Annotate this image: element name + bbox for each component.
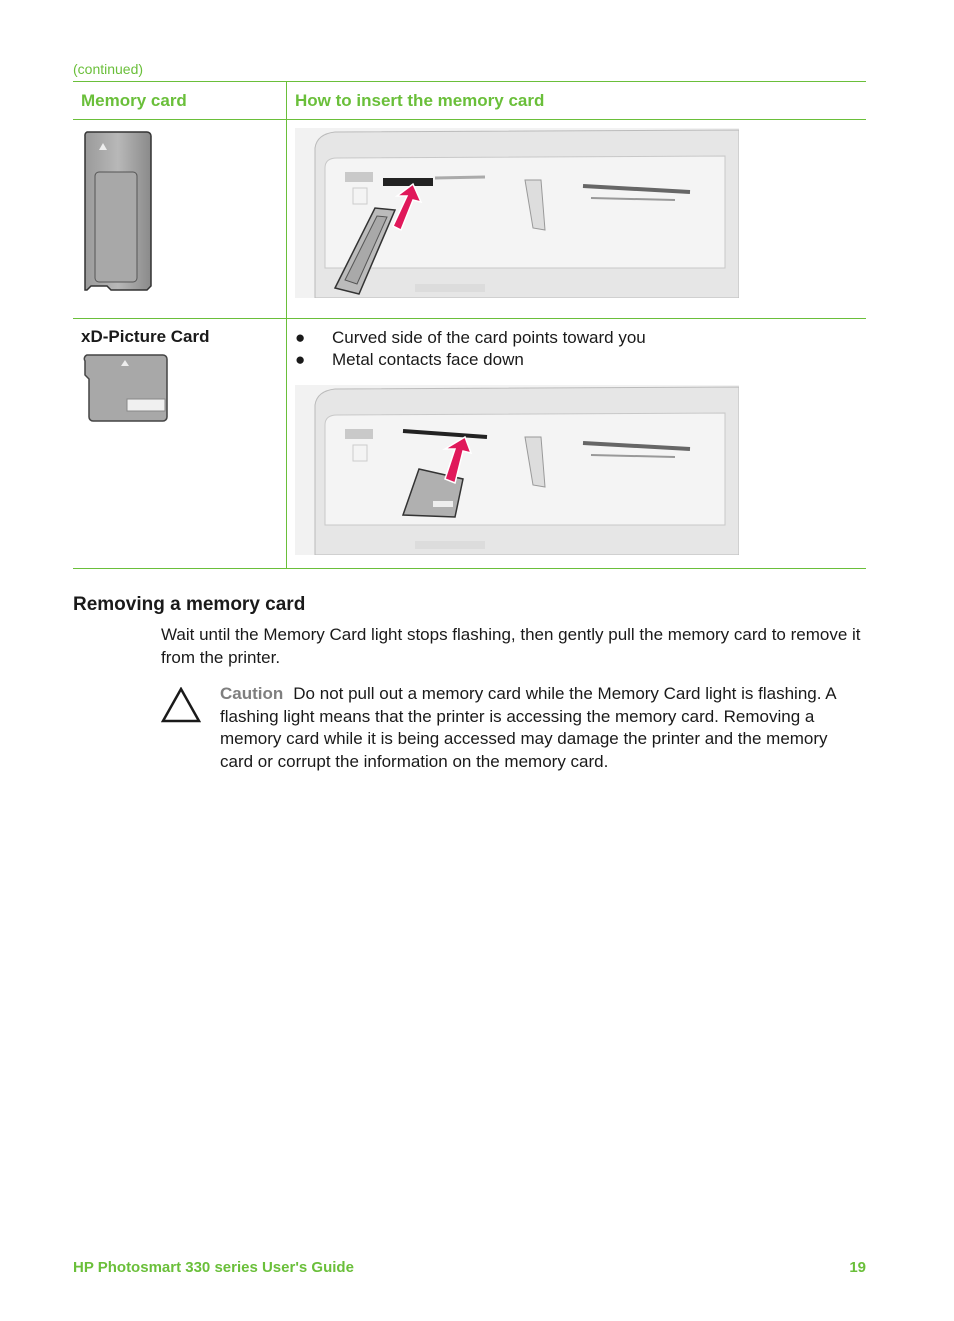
printer-insert-memory-stick-image (295, 128, 739, 298)
list-item: ● Curved side of the card points toward you (295, 328, 646, 347)
memory-stick-image (81, 128, 153, 294)
card-cell (73, 319, 287, 569)
card-cell (73, 120, 287, 319)
caution-triangle-icon (161, 687, 201, 723)
xd-picture-card-image (81, 353, 171, 425)
memory-card-table (73, 81, 866, 569)
continued-label: (continued) (73, 61, 144, 77)
bullet-icon: ● (295, 328, 306, 347)
footer-page-number: 19 (849, 1259, 866, 1276)
card-name-xd: xD-Picture Card (81, 327, 210, 346)
col-header-memory-card: Memory card (73, 82, 287, 120)
instruction-list (295, 327, 858, 371)
list-item: ● Metal contacts face down (295, 350, 524, 369)
printer-insert-xd-card-image (295, 385, 739, 555)
col-header-how-to-insert: How to insert the memory card (287, 82, 867, 120)
caution-label: Caution (220, 684, 284, 703)
table-row (73, 120, 866, 319)
footer-guide-title: HP Photosmart 330 series User's Guide (73, 1259, 354, 1276)
caution-text: Do not pull out a memory card while the Memory Card light is flashing. A flashing light means that the printer is accessing the memory card. Removing a memory card while it is being accessed may damage the printer and the memory card or corrupt the information on the memory card. (220, 684, 836, 771)
insert-cell (287, 319, 867, 569)
section-heading: Removing a memory card (73, 594, 306, 615)
caution-text-block (220, 683, 860, 773)
table-row (73, 319, 866, 569)
insert-cell (287, 120, 867, 319)
body-paragraph: Wait until the Memory Card light stops flashing, then gently pull the memory card to remove it from the printer. (161, 625, 861, 667)
bullet-icon: ● (295, 350, 306, 369)
